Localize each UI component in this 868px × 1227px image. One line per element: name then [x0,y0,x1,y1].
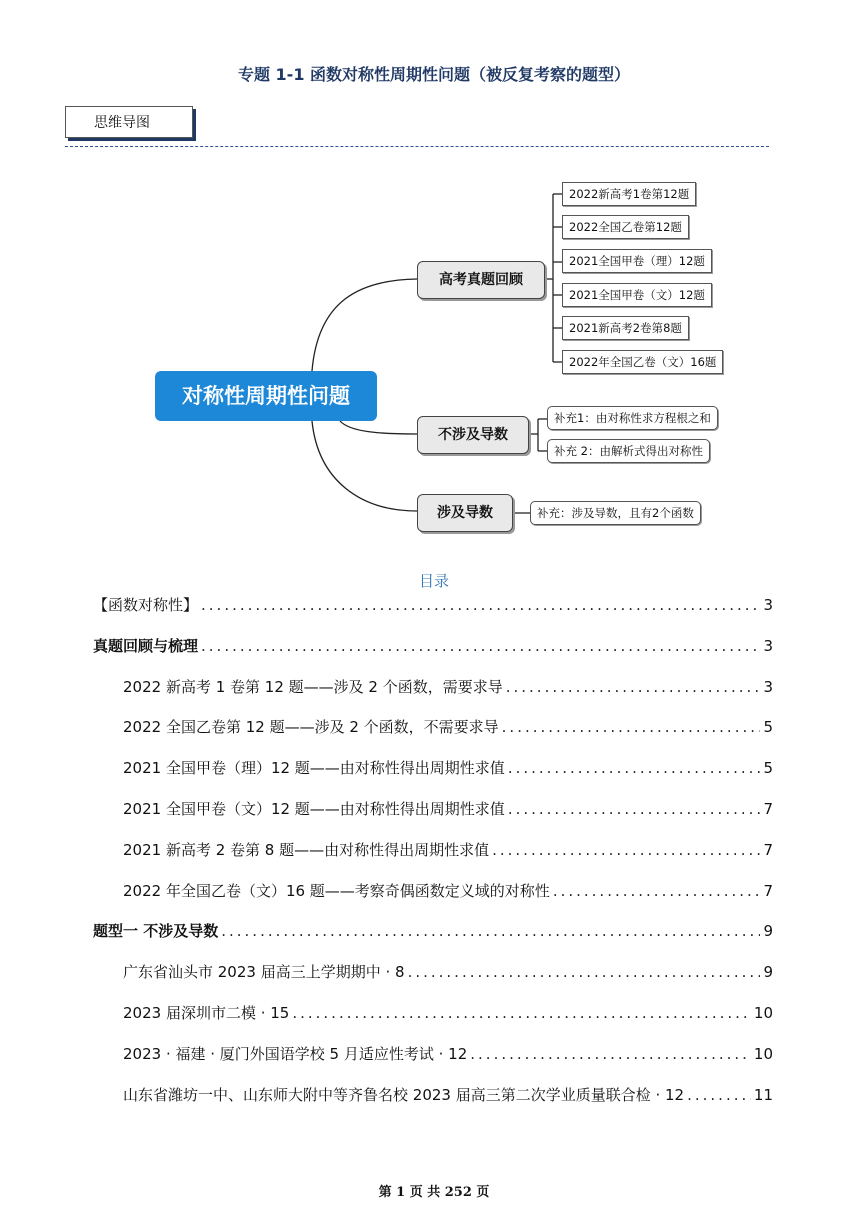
toc-leader-dots [492,839,760,861]
mind-map [0,0,868,560]
leaf-supplement-derivative: 补充：涉及导数，且有2个函数 [530,501,701,525]
toc-leader-dots [470,1043,751,1065]
branch-no-derivative: 不涉及导数 [417,416,529,454]
toc-entry-page: 3 [763,596,773,614]
toc-entry-page: 7 [763,800,773,818]
toc-entry-page: 3 [763,637,773,655]
toc-leader-dots [201,594,760,616]
toc-leader-dots [687,1084,751,1106]
toc-entry-title: 2021 新高考 2 卷第 8 题——由对称性得出周期性求值 [123,841,490,859]
toc-entry-page: 5 [763,759,773,777]
toc-entry-title: 题型一 不涉及导数 [93,922,219,940]
toc-entry-page: 7 [763,882,773,900]
toc-entry[interactable] [123,839,773,861]
toc-entry[interactable] [93,635,773,657]
toc-leader-dots [506,676,761,698]
toc-entry-title: 2021 全国甲卷（理）12 题——由对称性得出周期性求值 [123,759,505,777]
toc-entry[interactable] [123,1043,773,1065]
page-footer: 第 1 页 共 252 页 [378,1185,490,1200]
toc-leader-dots [221,920,760,942]
leaf-2021-new-gaokao-2: 2021新高考2卷第8题 [562,316,689,340]
toc-entry-title: 2022 全国乙卷第 12 题——涉及 2 个函数，不需要求导 [123,718,499,736]
toc-entry[interactable] [123,1084,773,1106]
leaf-2022-new-gaokao-1: 2022新高考1卷第12题 [562,182,696,206]
branch-with-derivative: 涉及导数 [417,494,513,532]
toc-leader-dots [408,961,761,983]
leaf-supplement-2: 补充 2：由解析式得出对称性 [547,439,710,463]
toc-entry-page: 10 [753,1004,773,1022]
toc-entry[interactable] [123,961,773,983]
toc-entry-page: 10 [753,1045,773,1063]
branch-gaokao-review: 高考真题回顾 [417,261,545,299]
leaf-2022-national-b-arts: 2022年全国乙卷（文）16题 [562,350,723,374]
toc-entry-page: 9 [763,963,773,981]
toc-entry-title: 【函数对称性】 [93,596,199,614]
toc-leader-dots [201,635,760,657]
toc-entry-page: 3 [763,678,773,696]
toc-entry-title: 山东省潍坊一中、山东师大附中等齐鲁名校 2023 届高三第二次学业质量联合检 · 12 [123,1086,685,1104]
leaf-2022-national-b: 2022全国乙卷第12题 [562,215,689,239]
toc-leader-dots [292,1002,751,1024]
toc-leader-dots [553,880,761,902]
toc-entry-title: 2023 届深圳市二模 · 15 [123,1004,290,1022]
page-title: 专题 1-1 函数对称性周期性问题（被反复考察的题型） [237,65,631,84]
toc-entry-title: 广东省汕头市 2023 届高三上学期期中 · 8 [123,963,405,981]
leaf-2021-national-a-arts: 2021全国甲卷（文）12题 [562,283,712,307]
toc-leader-dots [508,798,761,820]
toc-entry-title: 2022 年全国乙卷（文）16 题——考察奇偶函数定义域的对称性 [123,882,550,900]
toc-entry-page: 9 [763,922,773,940]
toc-heading: 目录 [418,572,449,590]
toc-leader-dots [502,716,761,738]
central-topic: 对称性周期性问题 [155,371,377,421]
toc-entry[interactable] [93,594,773,616]
toc-entry-title: 2021 全国甲卷（文）12 题——由对称性得出周期性求值 [123,800,505,818]
toc-entry[interactable] [93,920,773,942]
toc-entry[interactable] [123,798,773,820]
toc-entry-page: 11 [753,1086,773,1104]
toc-entry-title: 2022 新高考 1 卷第 12 题——涉及 2 个函数，需要求导 [123,678,503,696]
toc-entry[interactable] [123,880,773,902]
toc-entry[interactable] [123,676,773,698]
toc-entry-title: 真题回顾与梳理 [93,637,199,655]
toc-entry-page: 7 [763,841,773,859]
toc-leader-dots [508,757,761,779]
toc-entry-title: 2023 · 福建 · 厦门外国语学校 5 月适应性考试 · 12 [123,1045,468,1063]
section-label: 思维导图 [65,106,193,138]
leaf-2021-national-a-science: 2021全国甲卷（理）12题 [562,249,712,273]
toc-entry[interactable] [123,757,773,779]
toc-entry-page: 5 [763,718,773,736]
toc-entry[interactable] [123,716,773,738]
toc-entry[interactable] [123,1002,773,1024]
leaf-supplement-1: 补充1：由对称性求方程根之和 [547,406,718,430]
